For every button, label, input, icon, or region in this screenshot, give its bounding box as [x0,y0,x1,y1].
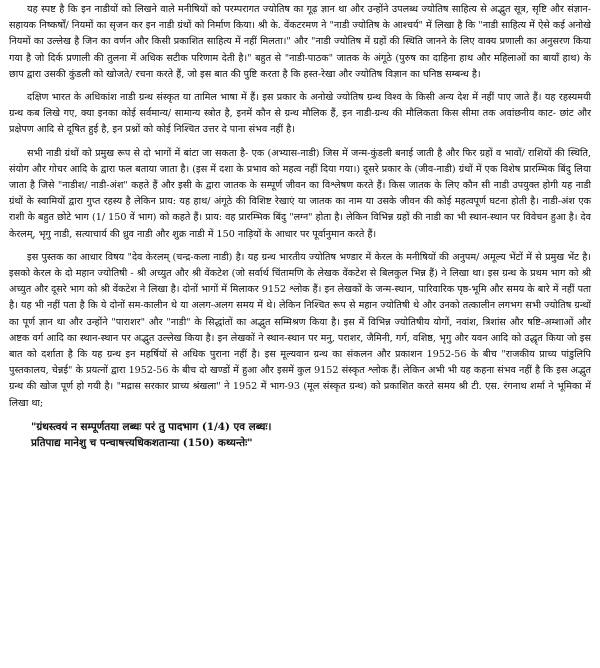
paragraph-deva-keralam: इस पुस्तक का आधार विषय "देव केरलम् (चन्द्र-कला नाडी) है। यह ग्रन्थ भारतीय ज्योतिष भण्डार में केरल के मनीषियों की अनुपम/ अमूल्य भेंटों में से प्रमुख भेंट है। इसको केरल के दो महान ज्योतिषी - श्री अच्युत और श्री वेंकटेश (जो सर्वार्थ चिंतामणि के लेखक वेंकटेश से बिलकुल भिन्न हैं) ने लिखा था। इस ग्रन्थ के प्रथम भाग को श्री अच्युत और दूसरे भाग को श्री वेंकटेश ने लिखा है। दोनों भागों में मिलाकर 9152 श्लोक हैं। इन लेखकों के जन्म-स्थान, पारिवारिक पृष्ठ-भूमि और समय के बारे में नहीं पता है। यह भी नहीं पता है कि ये दोनों सम-कालीन थे या अलग-अलग समय में थे। लेकिन निश्चित रूप से महान ज्योतिषी थे और उनको तत्कालीन लगभग सभी ज्योतिष ग्रन्थों का पूर्ण ज्ञान था और उन्होंने "पाराशर" और "नाडी" के सिद्धांतों का अद्भुत सम्मिश्रण किया है। इस में विभिन्न ज्योतिषीय योगों, नवांश, त्रिशांस और षष्टि-अम्शाओं और अष्टक वर्ग आदि का स्थान-स्थान पर अद्भुत उल्लेख किया है। इन लेखकों ने स्थान-स्थान पर मनु, पराशर, जैमिनी, गर्ग, वशिष्ठ, भृगु और यवन आदि को उद्धृत किया जो इस बात को दर्शाता है कि यह ग्रन्थ इन महर्षियों से अधिक पुराना नहीं है। इस मूल्यवान ग्रन्थ का संकलन और प्रकाशन 1952-56 के बीच "राजकीय प्राच्य पांडुलिपि पुस्तकालय, चेन्नई" के प्रयत्नों द्वारा 1952-56 के बीच दो खण्डों में हुआ और इसमें कुल 9152 संस्कृत श्लोक हैं। लेकिन अभी भी यह कहना संभव नहीं है कि इस अद्भुत ग्रन्थ की खोज पूर्ण हो गयी है। "मद्रास सरकार प्राच्य श्रंखला" ने 1952 में भाग-93 (मूल संस्कृत ग्रन्थ) को प्रकाशित करते समय श्री टी. एस. रंगनाथ शर्मा ने भूमिका में लिखा था; [9,251,591,409]
sanskrit-quote [31,419,591,452]
paragraph-nadi-types: सभी नाडी ग्रंथों को प्रमुख रूप से दो भागों में बांटा जा सकता है- एक (अभ्यास-नाडी) जिस में जन्म-कुंडली बनाई जाती है और फिर ग्रहों व भावों/ राशियों की स्थिति, संयोग और गोचर आदि के द्वारा फल बताया जाता है। (इस में दशा के प्रभाव को महत्व नहीं दिया गया।) दूसरे प्रकार के (जीव-नाडी) ग्रंथों में एक विशेष प्रारम्भिक बिंदु लिया जाता है जिसे "नाडीश/ नाडी-अंश" कहते हैं और इसी के द्वारा जातक के सम्पूर्ण जीवन का विश्लेषण करते हैं। किस जातक के लिए कौन सी नाडी उपयुक्त होगी यह नाडी ग्रंथों के स्वामियों द्वारा गुप्त रहस्य है लेकिन प्राय: यह हाथ/ अंगूठे की विशिष्ट रेखाएं या जातक का नाम या उसके जीवन की कोई महत्वपूर्ण घटना होती है। नाडी-अंश एक राशी के बहुत छोटे भाग (1/ 150 वें भाग) को कहते हैं। प्राय: वह प्रारम्भिक बिंदु "लग्न" होता है। लेकिन विभिन्न ग्रहों की नाडी का भी स्थान-स्थान पर विवेचन हुआ है। देव केरलम्, भृगु नाडी, सत्याचार्य की ध्रुव नाडी और शुक्र नाडी में 150 नाड़ियों के आधार पर पूर्वानुमान करते हैं। [9,147,591,240]
quote-line-2: प्रतिपाद्य मानेशु च पन्चाषत्त्यधिकशतान्या (150) कथ्यन्तेः" [31,437,253,450]
paragraph-south-india-nadi: दक्षिण भारत के अधिकांश नाडी ग्रन्थ संस्कृत या तामिल भाषा में हैं। इस प्रकार के अनोखे ज्योतिष ग्रन्थ विश्व के किसी अन्य देश में नहीं पाए जाते हैं। यह रहस्यमयी ग्रन्थ कब लिखे गए, क्या इनका कोई सर्वमान्य/ सामान्य स्त्रोत है, इनमें कौन से ग्रन्थ मौलिक हैं, इन नाडी-ग्रन्थ की मौलिकता किस सीमा तक अवांछनीय काट- छांट और प्रक्षेपण आदि से दूषित हुई है, इन प्रश्नों को कोई निश्चित उत्तर दे पाना संभव नहीं है। [9,92,592,136]
quote-line-1: "ग्रंथस्त्वयं न सम्पूर्णतया लब्धः परं तु पादभाग (1/4) एव लब्धः। [31,420,272,433]
paragraph-nadi-authors: यह स्पष्ट है कि इन नाडीयों को लिखने वाले मनीषियों को परम्परागत ज्योतिष का गूढ़ ज्ञान था और उन्होंने उपलब्ध ज्योतिष साहित्य से अद्भुत सूत्र, सृष्टि और संज्ञान-सहायक निष्कर्षों/ नियमों का सृजन कर इन नाडी ग्रंथों को निर्माण किया। श्री के. वेंकटरमण ने "नाडी ज्योतिष के आश्चर्य" में लिखा है कि "नाडी साहित्य में ऐसे कई अनोखे नियमों का उल्लेख है जिन का वर्णन और किसी प्रकाशित साहित्य में नहीं मिलता।" और "नाडी ज्योतिष में ग्रहों की स्थिति जानने के लिए वाक्य प्रणाली का अनुसरण किया गया है जो दिर्क प्रणाली की तुलना में अधिक सटीक परिणाम देती है।" बहुत से "नाडी-पाठक" जातक के अंगूठे (पुरुष का दाहिना हाथ और महिलाओं का बायाँ हाथ) के छाप द्वारा उसकी कुंडली को खोजते/ रचना करते हैं, जो इस बात की पुष्टि करता है कि हस्त-रेखा और ज्योतिष विज्ञान का घनिष्ठ सम्बन्ध है। [9,4,591,80]
